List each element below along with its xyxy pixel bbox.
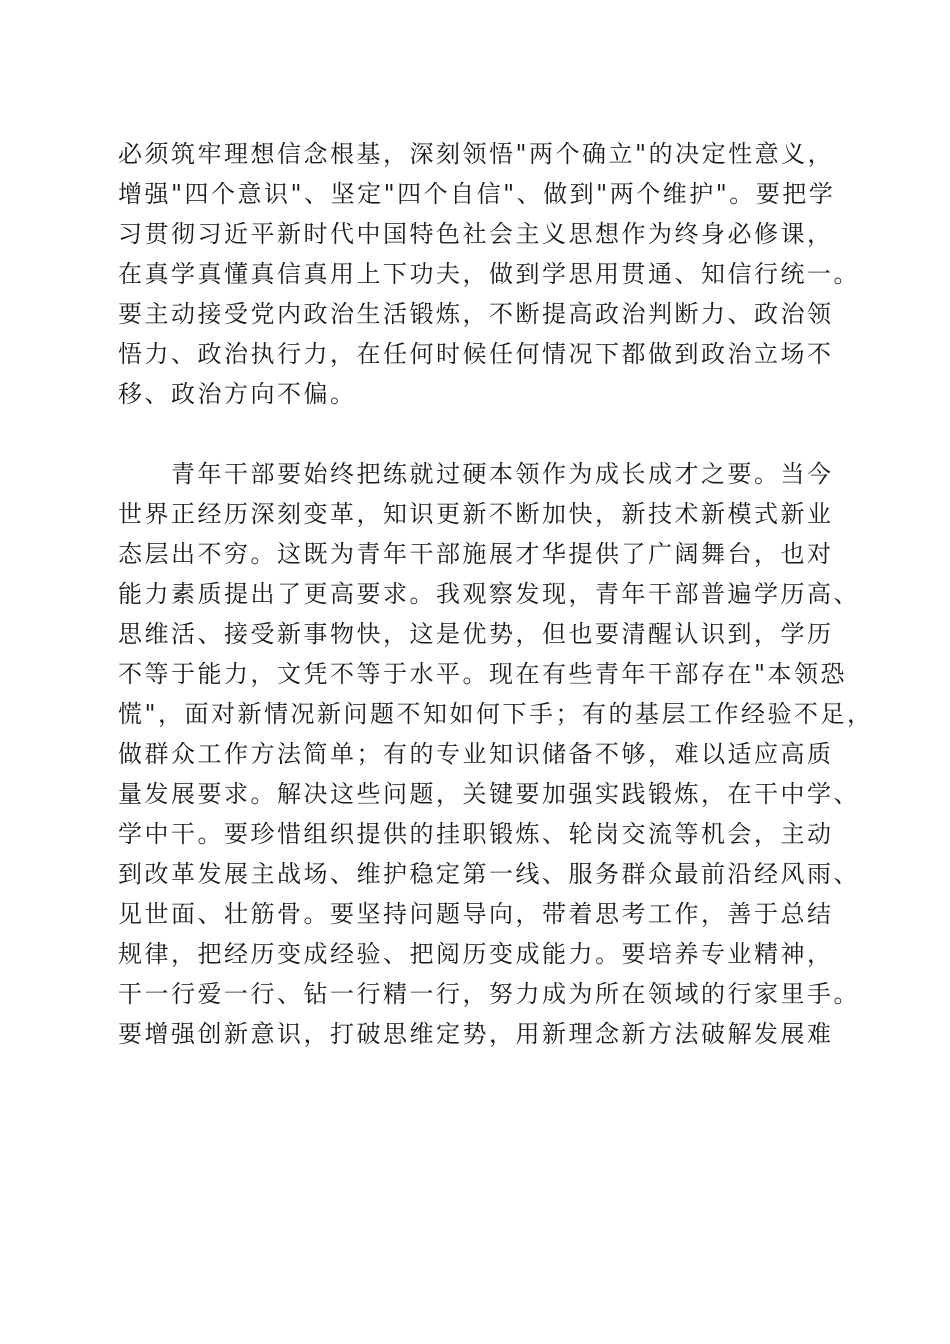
text-line: 世界正经历深刻变革，知识更新不断加快，新技术新模式新业	[118, 500, 834, 528]
text-line: 态层出不穷。这既为青年干部施展才华提供了广阔舞台，也对	[118, 540, 834, 568]
text-line: 在真学真懂真信真用上下功夫，做到学思用贯通、知信行统一。	[118, 260, 860, 288]
text-line: 青年干部要始终把练就过硬本领作为成长成才之要。当今	[118, 460, 834, 488]
text-line: 移、政治方向不偏。	[118, 380, 357, 408]
text-line: 要增强创新意识，打破思维定势，用新理念新方法破解发展难	[118, 1020, 834, 1048]
text-line: 要主动接受党内政治生活锻炼，不断提高政治判断力、政治领	[118, 300, 834, 328]
text-line: 到改革发展主战场、维护稳定第一线、服务群众最前沿经风雨、	[118, 860, 860, 888]
paragraph-1	[118, 134, 860, 414]
text-line: 不等于能力，文凭不等于水平。现在有些青年干部存在"本领恐	[118, 660, 848, 688]
text-line: 思维活、接受新事物快，这是优势，但也要清醒认识到，学历	[118, 620, 834, 648]
text-line: 量发展要求。解决这些问题，关键要加强实践锻炼，在干中学、	[118, 780, 860, 808]
text-line: 规律，把经历变成经验、把阅历变成能力。要培养专业精神，	[118, 940, 834, 968]
text-line: 见世面、壮筋骨。要坚持问题导向，带着思考工作，善于总结	[118, 900, 834, 928]
text-line: 干一行爱一行、钻一行精一行，努力成为所在领域的行家里手。	[118, 980, 860, 1008]
text-line: 学中干。要珍惜组织提供的挂职锻炼、轮岗交流等机会，主动	[118, 820, 834, 848]
text-line: 增强"四个意识"、坚定"四个自信"、做到"两个维护"。要把学	[118, 180, 836, 208]
text-line: 必须筑牢理想信念根基，深刻领悟"两个确立"的决定性意义，	[118, 140, 835, 168]
text-line: 慌"，面对新情况新问题不知如何下手；有的基层工作经验不足，	[118, 700, 874, 728]
paragraph-2	[118, 454, 874, 1054]
text-line: 悟力、政治执行力，在任何时候任何情况下都做到政治立场不	[118, 340, 834, 368]
text-line: 做群众工作方法简单；有的专业知识储备不够，难以适应高质	[118, 740, 834, 768]
text-line: 习贯彻习近平新时代中国特色社会主义思想作为终身必修课，	[118, 220, 834, 248]
text-line: 能力素质提出了更高要求。我观察发现，青年干部普遍学历高、	[118, 580, 860, 608]
